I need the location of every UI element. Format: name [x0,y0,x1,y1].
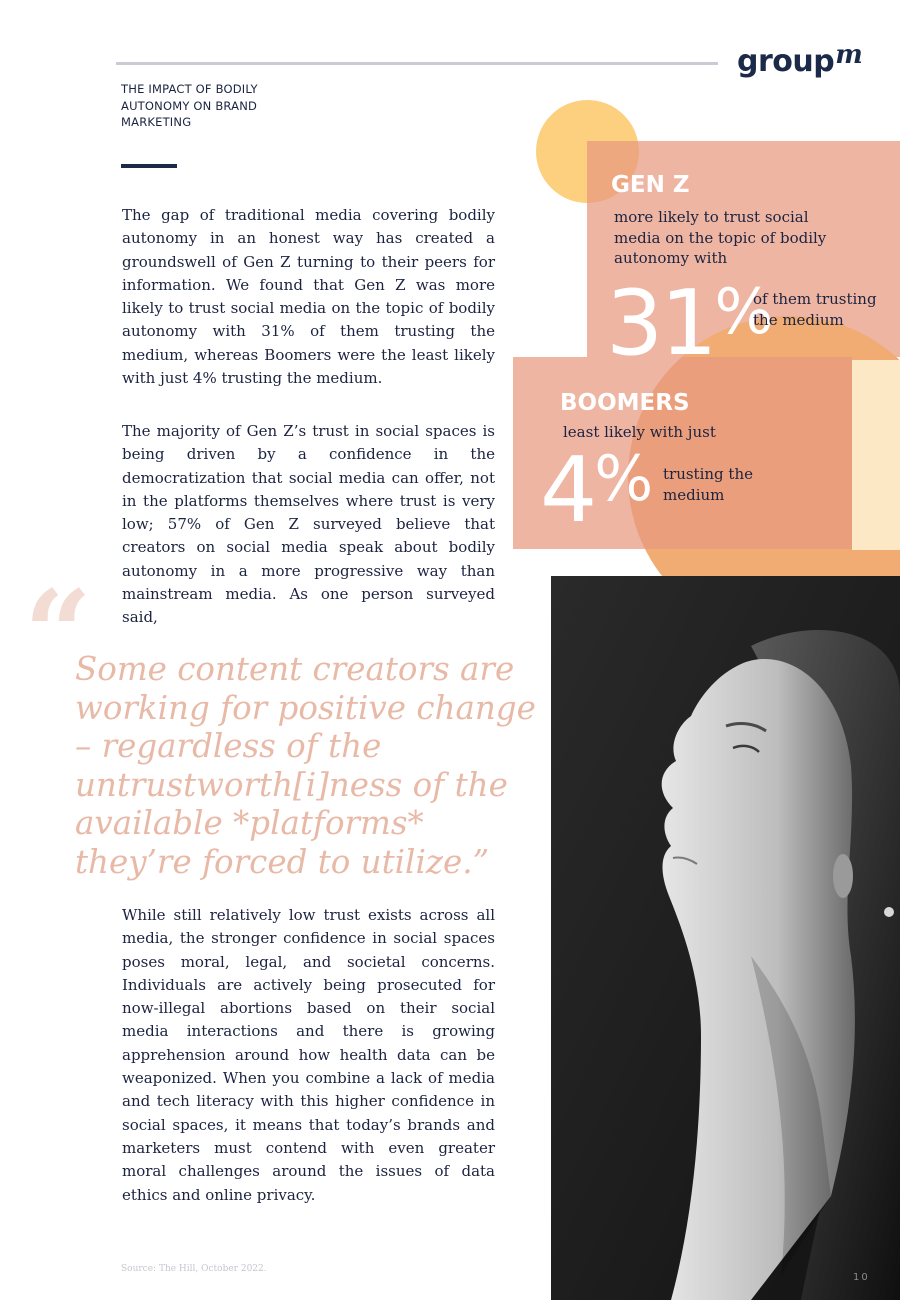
genz-stat-value [606,271,771,376]
logo-text: group [737,44,835,79]
boomers-stat-unit: % [594,442,651,515]
genz-stat-unit: % [714,275,771,348]
boomers-heading: BOOMERS [560,390,690,416]
page-number: 10 [853,1272,870,1283]
boomers-lead-text: least likely with just [563,423,716,441]
decorative-cream-strip [852,360,900,550]
body-paragraph-2: The majority of Gen Z’s trust in social spaces is being driven by a confidence in the democratization that social media can offer, not in the platforms themselves where trust is very low; 57% of Gen Z surveyed believe that creators on social media speak about bodily autonomy in a more progressive way than mainstream media. As one person surveyed said, [122,422,495,627]
source-note: Source: The Hill, October 2022. [121,1264,267,1274]
groupm-logo [737,40,863,79]
pull-quote: Some content creators are working for positive change – regardless of the untrustworth[i]ness of the available *platforms* they’re forced to utilize.” [75,650,536,881]
portrait-illustration [551,576,900,1300]
body-paragraph-3: While still relatively low trust exists across all media, the stronger confidence in social spaces poses moral, legal, and societal concerns. Individuals are actively being prosecuted for now-illegal abortions based on their social media interactions and there is growing apprehension around how health data can be weaponized. When you combine a lack of media and tech literacy with this higher confidence in social spaces, it means that today’s brands and marketers must contend with even greater moral challenges around the issues of data ethics and online privacy. [122,906,495,1204]
logo-mark: m [835,40,863,70]
header-rule [116,62,718,65]
boomers-trail-text: trusting the medium [663,465,753,504]
boomers-stat-number: 4 [540,438,595,543]
genz-stat-number: 31 [606,271,715,376]
genz-trail-text: of them trusting the medium [753,290,877,329]
section-title-underline [121,164,177,168]
genz-lead-text: more likely to trust social media on the topic of bodily autonomy with [614,208,827,267]
quote-mark-icon: “ [24,564,92,703]
genz-heading: GEN Z [611,172,690,198]
body-paragraph-1: The gap of traditional media covering bodily autonomy in an honest way has created a groundswell of Gen Z turning to their peers for information. We found that Gen Z was more likely to trust social media on the topic of bodily autonomy with 31% of them trusting the medium, whereas Boomers were the least likely with just 4% trusting the medium. [122,206,495,388]
portrait-photo [551,576,900,1300]
section-title: THE IMPACT OF BODILY AUTONOMY ON BRAND MARKETING [121,82,258,129]
boomers-stat-value [540,438,651,543]
